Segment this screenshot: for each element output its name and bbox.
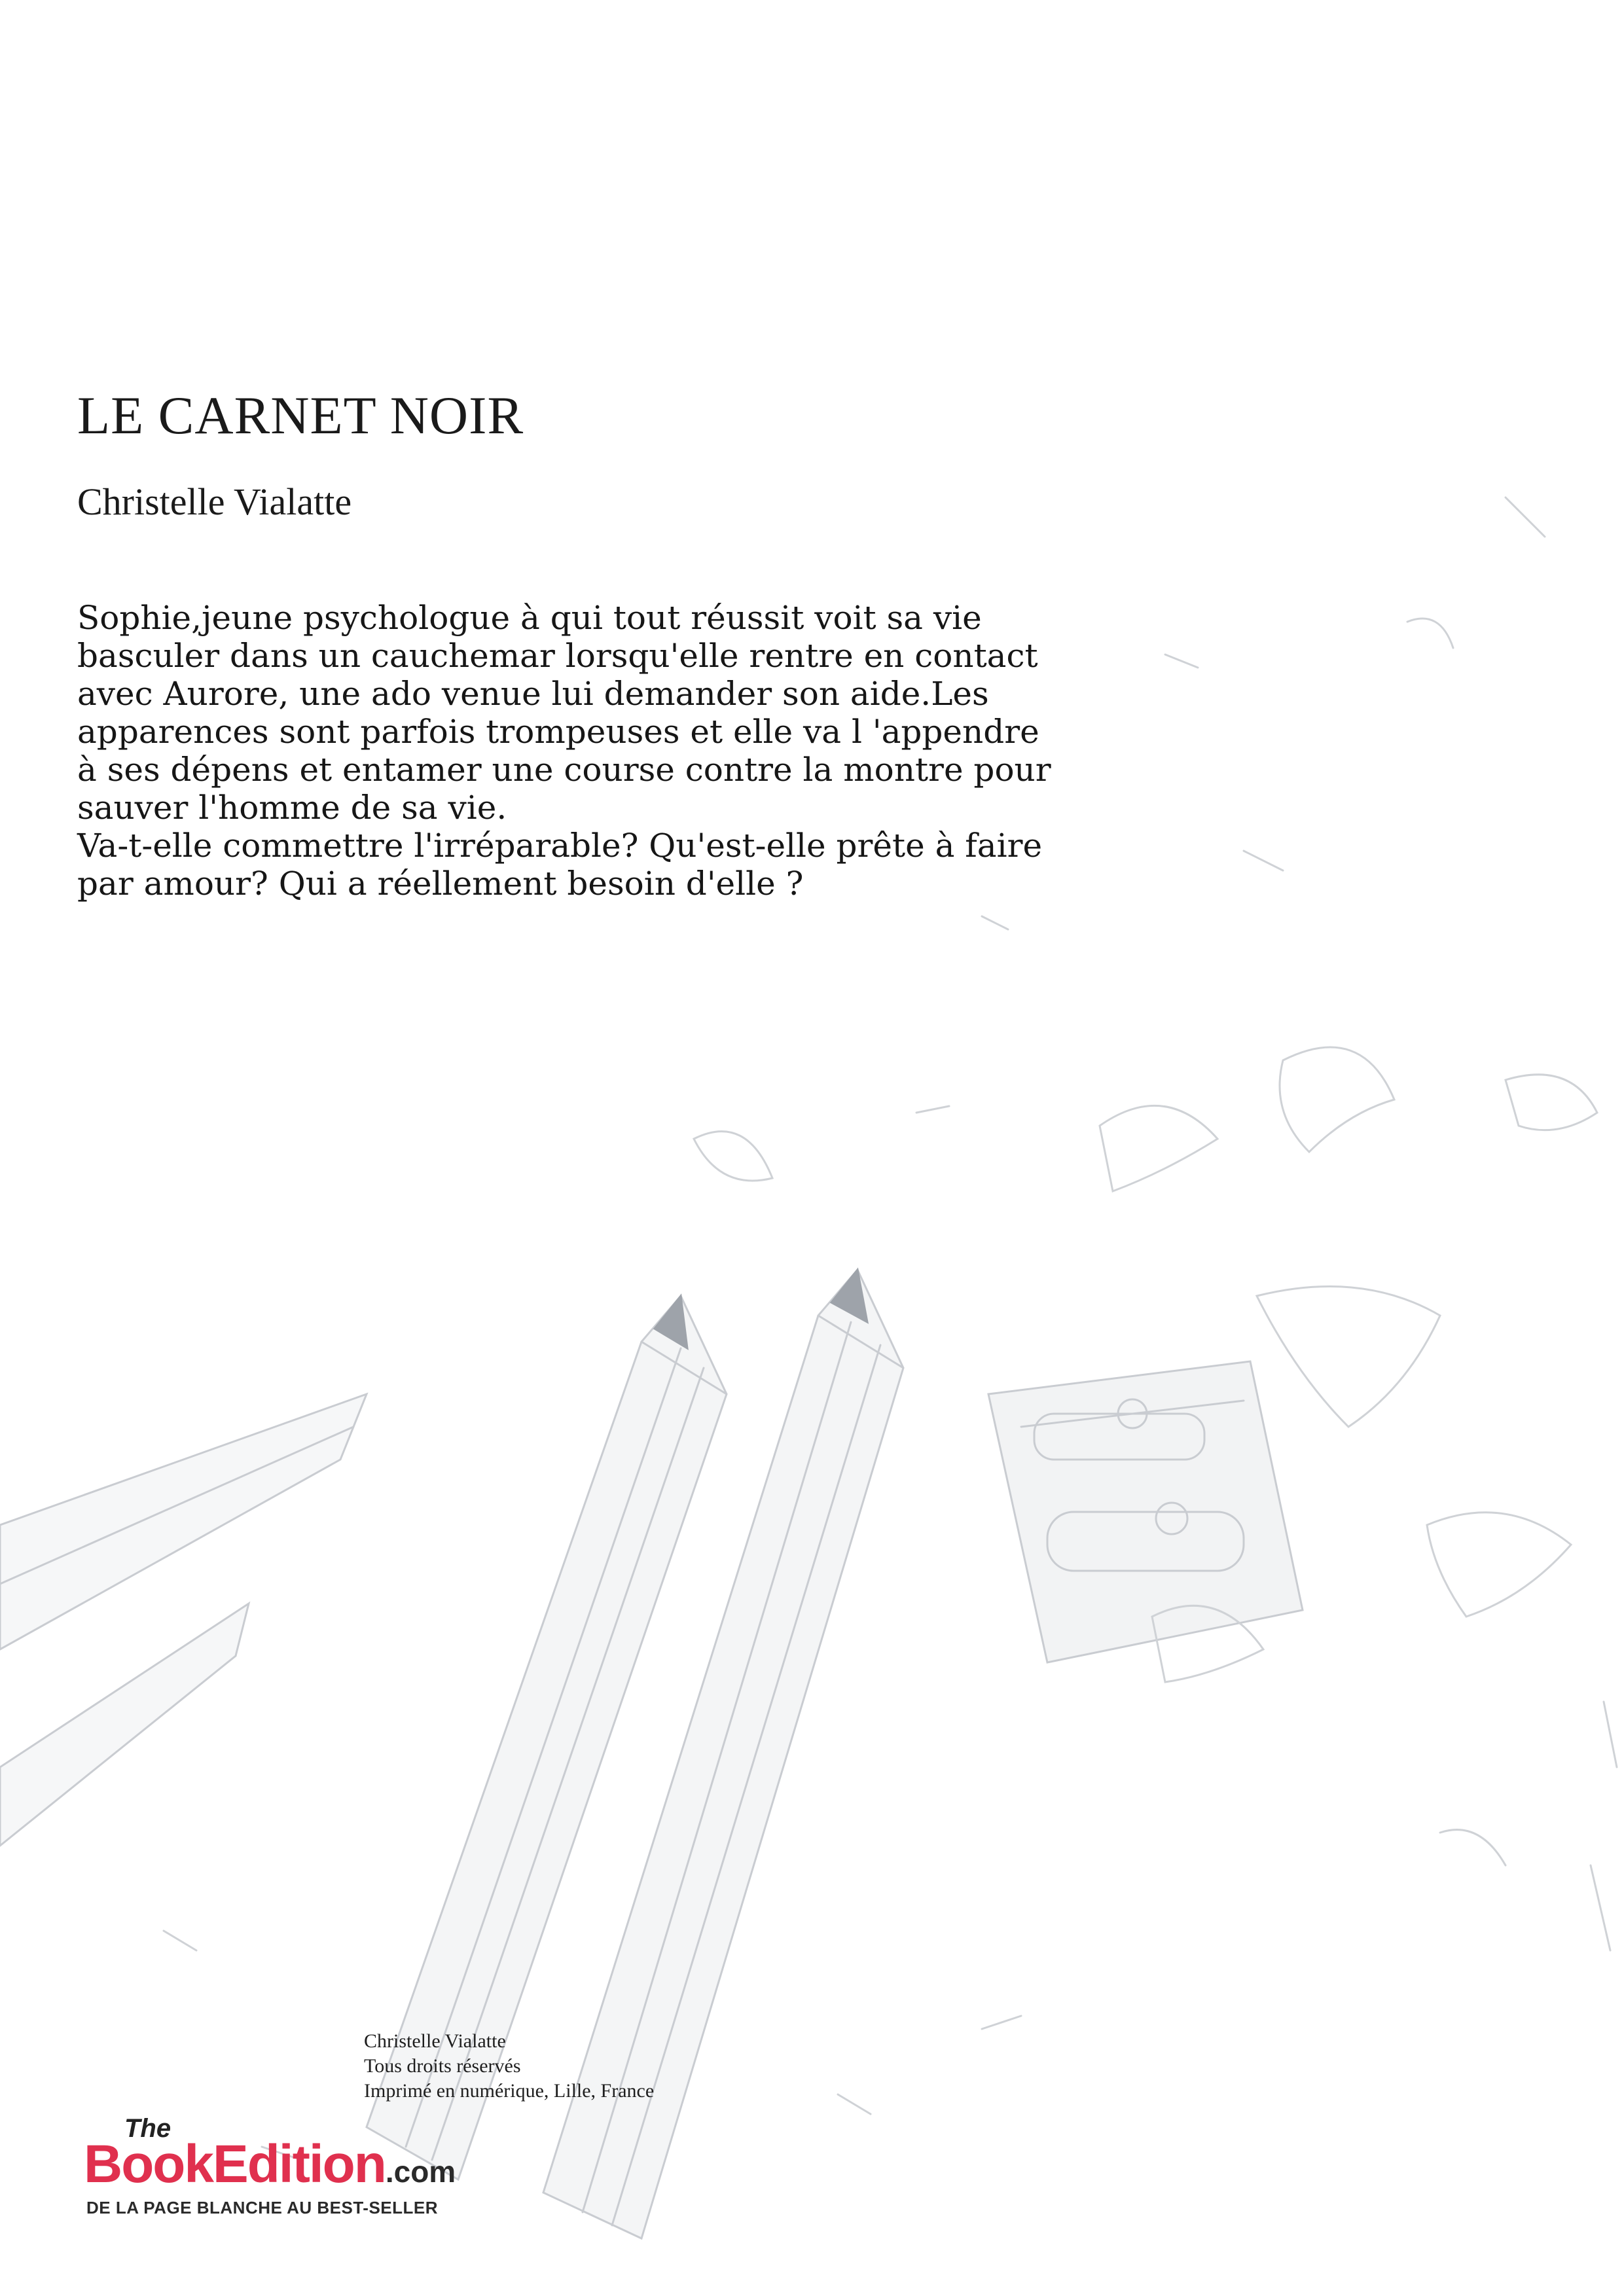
summary-line: par amour? Qui a réellement besoin d'elle ? xyxy=(77,865,804,903)
logo-the-text: The xyxy=(124,2114,171,2143)
logo-name: BookEdition xyxy=(84,2134,386,2194)
summary-line: avec Aurore, une ado venue lui demander son aide.Les xyxy=(77,675,989,713)
book-summary xyxy=(77,599,1255,903)
logo-tagline: DE LA PAGE BLANCHE AU BEST-SELLER xyxy=(86,2198,439,2217)
book-title: LE CARNET NOIR xyxy=(77,386,524,445)
summary-line: Sophie,jeune psychologue à qui tout réussit voit sa vie xyxy=(77,599,982,637)
colophon-rights: Tous droits réservés xyxy=(364,2055,521,2077)
publisher-logo xyxy=(84,2114,490,2219)
colophon xyxy=(364,2029,654,2104)
colophon-author: Christelle Vialatte xyxy=(364,2030,506,2052)
summary-line: à ses dépens et entamer une course contre la montre pour xyxy=(77,751,1051,789)
summary-line: Va-t-elle commettre l'irréparable? Qu'est-elle prête à faire xyxy=(77,827,1043,865)
summary-line: apparences sont parfois trompeuses et elle va l 'appendre xyxy=(77,713,1039,751)
colophon-printed: Imprimé en numérique, Lille, France xyxy=(364,2080,655,2102)
logo-wordmark xyxy=(84,2134,456,2195)
summary-line: sauver l'homme de sa vie. xyxy=(77,789,507,827)
summary-line: basculer dans un cauchemar lorsqu'elle rentre en contact xyxy=(77,637,1038,675)
book-author: Christelle Vialatte xyxy=(77,480,352,523)
logo-domain: .com xyxy=(385,2155,456,2189)
